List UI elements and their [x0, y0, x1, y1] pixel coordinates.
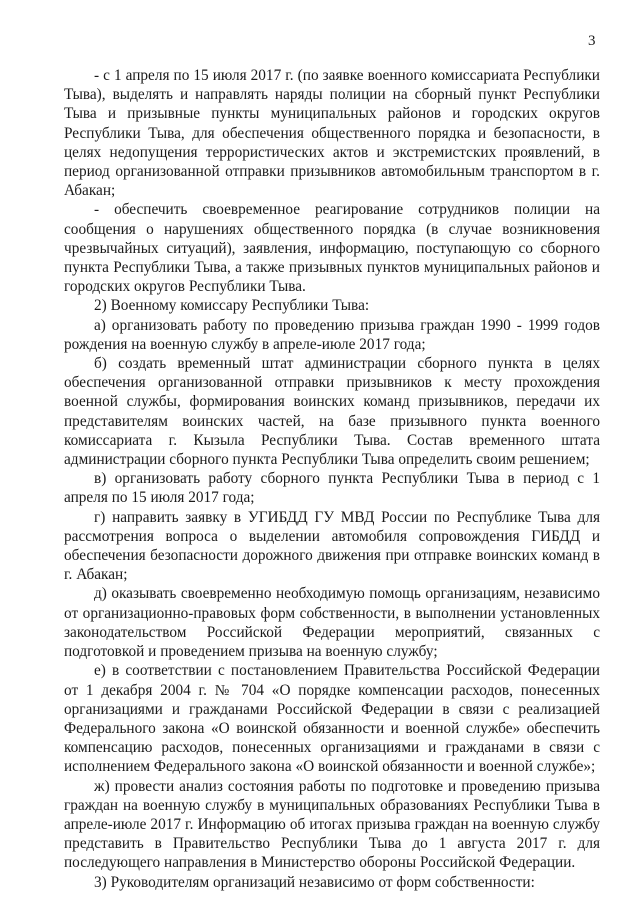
paragraph-police-response: - обеспечить своевременное реагирование сотрудников полиции на сообщения о нарушениях общественного порядка (в случае возникновения чрезвычайных ситуаций), заявления, информацию, поступающую со сборного пункта Республики Тыва, а также призывных пунктов муниципальных районов и городских округов Республики Тыва. — [64, 201, 600, 296]
paragraph-item-zh: ж) провести анализ состояния работы по подготовке и проведению призыва граждан на военную службу в муниципальных образованиях Республики Тыва в апреле-июле 2017 г. Информацию об итогах призыва граждан на военную службу представить в Правительство Республики Тыва до 1 августа 2017 г. для последующего направления в Министерство обороны Российской Федерации. — [64, 777, 600, 872]
paragraph-item-b: б) создать временный штат администрации сборного пункта в целях обеспечения организованной отправки призывников к месту прохождения военной службы, формирования воинских команд призывников, передачи их представителям воинских частей, на базе призывного пункта военного комиссариата г. Кызыла Республики Тыва. Состав временного штата администрации сборного пункта Республики Тыва определить своим решением; — [64, 355, 600, 469]
page-number: 3 — [588, 33, 596, 49]
paragraph-item-a: а) организовать работу по проведению призыва граждан 1990 - 1999 годов рождения на военную службу в апреле-июле 2017 года; — [64, 316, 600, 353]
paragraph-item-e: е) в соответствии с постановлением Правительства Российской Федерации от 1 декабря 2004 г. № 704 «О порядке компенсации расходов, понесенных организациями и гражданами Российской Федерации в связи с реализацией Федерального закона «О воинской обязанности и военной службе» обеспечить компенсацию расходов, понесенных организациями и гражданами в связи с исполнением Федерального закона «О воинской обязанности и военной службе»; — [64, 662, 600, 776]
paragraph-item-v: в) организовать работу сборного пункта Республики Тыва в период с 1 апреля по 15 июля 2017 года; — [64, 470, 600, 507]
paragraph-item-g: г) направить заявку в УГИБДД ГУ МВД России по Республике Тыва для рассмотрения вопроса о выделении автомобиля сопровождения ГИБДД и обеспечения безопасности дорожного движения при отправке воинских команд в г. Абакан; — [64, 508, 600, 584]
paragraph-item-d: д) оказывать своевременно необходимую помощь организациям, независимо от организационно-правовых форм собственности, в выполнении установленных законодательством Российской Федерации мероприятий, связанных с подготовкой и проведением призыва на военную службу; — [64, 585, 600, 661]
paragraph-military-commissar-heading: 2) Военному комиссару Республики Тыва: — [94, 297, 370, 315]
paragraph-organization-heads-heading: 3) Руководителям организаций независимо от форм собственности: — [94, 873, 535, 891]
paragraph-police-details: - с 1 апреля по 15 июля 2017 г. (по заявке военного комиссариата Республики Тыва), выделять и направлять наряды полиции на сборный пункт Республики Тыва и призывные пункты муниципальных районов и городских округов Республики Тыва, для обеспечения общественного порядка и безопасности, в целях недопущения террористических актов и экстремистских проявлений, в период организованной отправки призывников автомобильным транспортом в г. Абакан; — [64, 67, 600, 200]
document-body — [64, 66, 600, 892]
